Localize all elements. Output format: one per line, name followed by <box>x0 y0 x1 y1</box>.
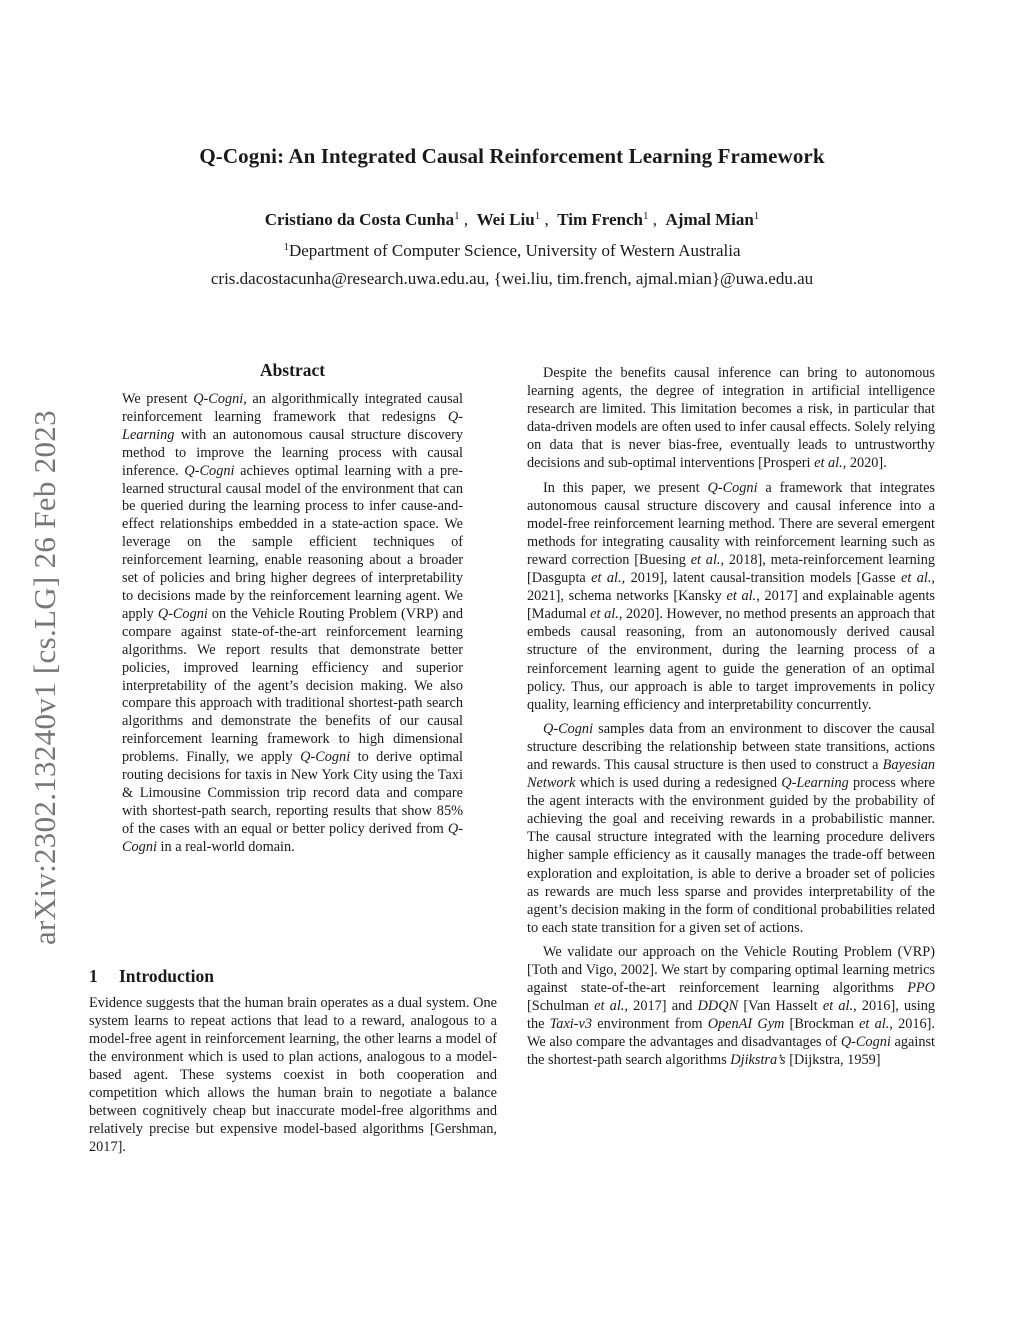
intro-paragraph: Evidence suggests that the human brain operates as a dual system. One system learns to repeat actions that lead to a reward, analogous to a model-free agent in reinforcement learning, the other learns a model of the environment which is used to plan actions, analogous to a model-based agent. These systems coexist in both cooperation and competition which allows the human brain to negotiate a balance between cognitively cheap but inaccurate model-free algorithms and relatively precise but expensive model-based algorithms [Gershman, 2017]. <box>89 995 497 1155</box>
affiliation-text: Department of Computer Science, University of Western Australia <box>288 241 741 260</box>
author-name: Cristiano da Costa Cunha <box>264 210 455 229</box>
author-affil-mark: 1 <box>534 210 541 222</box>
body-paragraph: Q-Cogni samples data from an environment to discover the causal structure describing the relationship between state transitions, actions and rewards. This causal structure is then used to construct a Bayesian Network which is used during a redesigned Q-Learning process where the agent interacts with the environment guided by the probability of achieving the goal and receiving rewards in a probabilistic manner. The causal structure integrated with the learning procedure delivers higher sample efficiency as it causally manages the trade-off between exploration and exploitation, is able to derive a broader set of policies as rewards are much less sparse and provides interpretability of the agent’s decision making in the form of conditional probabilities related to each state transition for a given set of actions. <box>527 720 935 936</box>
body-paragraph: We validate our approach on the Vehicle Routing Problem (VRP) [Toth and Vigo, 2002]. We start by comparing optimal learning metrics against state-of-the-art reinforcement learning algorithms PPO [Schulman et al., 2017] and DDQN [Van Hasselt et al., 2016], using the Taxi-v3 environment from OpenAI Gym [Brockman et al., 2016]. We also compare the advantages and disadvantages of Q-Cogni against the shortest-path search algorithms Djikstra’s [Dijkstra, 1959] <box>527 943 935 1069</box>
author-name: Wei Liu <box>476 210 535 229</box>
affiliation <box>0 241 1024 261</box>
section-heading-introduction <box>89 966 214 987</box>
author-name: Tim French <box>557 210 643 229</box>
right-column-text <box>527 364 935 1076</box>
author-list: Cristiano da Costa Cunha$^1$ , Wei Liu$^1$ , Tim French$^1$ , Ajmal Mian$^1$ <box>264 210 760 229</box>
body-paragraph: Despite the benefits causal inference can bring to autonomous learning agents, the degree of integration in artificial intelligence research are limited. This limitation becomes a risk, in particular that data-driven models are often used to infer causal effects. Solely relying on data that is never bias-free, eventually leads to untrustworthy decisions and sub-optimal interventions [Prosperi et al., 2020]. <box>527 365 935 472</box>
abstract-heading: Abstract <box>259 360 326 380</box>
abstract-body: We present Q-Cogni, an algorithmically integrated causal reinforcement learning framework that redesigns Q-Learning with an autonomous causal structure discovery method to improve the learning process with causal inference. Q-Cogni achieves optimal learning with a pre-learned structural causal model of the environment that can be queried during the learning process to infer cause-and-effect relationships embedded in a state-action space. We leverage on the sample efficient techniques of reinforcement learning, enable reasoning about a broader set of policies and bring higher degrees of interpretability to decisions made by the reinforcement learning agent. We apply Q-Cogni on the Vehicle Routing Problem (VRP) and compare against state-of-the-art reinforcement learning algorithms. We report results that demonstrate better policies, improved learning efficiency and superior interpretability of the agent’s decision making. We also compare this approach with traditional shortest-path search algorithms and demonstrate the benefits of our causal reinforcement learning framework to high dimensional problems. Finally, we apply Q-Cogni to derive optimal routing decisions for taxis in New York City using the Taxi & Limousine Commission trip record data and compare with shortest-path search, reporting results that show 85% of the cases with an equal or better policy derived from Q-Cogni in a real-world domain. <box>122 391 464 855</box>
author-affil-mark: 1 <box>643 210 649 222</box>
author-emails: cris.dacostacunha@research.uwa.edu.au, {wei.liu, tim.french, ajmal.mian}@uwa.edu.au <box>210 269 814 288</box>
paper-title: Q-Cogni: An Integrated Causal Reinforcement Learning Framework <box>199 144 825 168</box>
affiliation-mark: 1 <box>283 241 289 253</box>
section-number: 1 <box>89 966 98 986</box>
author-name: Ajmal Mian <box>665 210 754 229</box>
body-paragraph: In this paper, we present Q-Cogni a framework that integrates autonomous causal structure discovery and causal inference into a model-free reinforcement learning method. There are several emergent methods for integrating causality with reinforcement learning such as reward correction [Buesing et al., 2018], meta-reinforcement learning [Dasgupta et al., 2019], latent causal-transition models [Gasse et al., 2021], schema networks [Kansky et al., 2017] and explainable agents [Madumal et al., 2020]. However, no method presents an approach that embeds causal reasoning, from an autonomously derived causal structure of the environment, during the learning process of a reinforcement learning agent to guide the generation of an optimal policy. Thus, our approach is able to target improvements in policy quality, learning efficiency and interpretability concurrently. <box>527 479 936 713</box>
author-affil-mark: 1 <box>454 210 460 222</box>
arxiv-stamp: arXiv:2302.13240v1 [cs.LG] 26 Feb 2023 <box>27 410 62 945</box>
section-title: Introduction <box>119 966 214 986</box>
author-affil-mark: 1 <box>753 210 760 222</box>
